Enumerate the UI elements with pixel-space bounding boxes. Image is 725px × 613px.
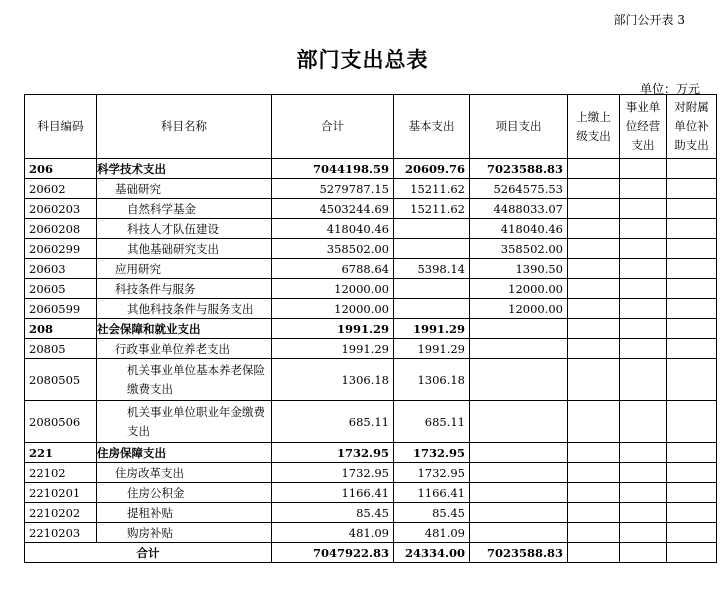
cell-project — [470, 443, 568, 463]
cell-total: 481.09 — [272, 523, 394, 543]
cell-name: 住房保障支出 — [97, 443, 272, 463]
cell-total: 85.45 — [272, 503, 394, 523]
totals-project: 7023588.83 — [470, 543, 568, 563]
cell-code: 206 — [25, 159, 97, 179]
cell-basic: 20609.76 — [394, 159, 470, 179]
cell-subsidy — [667, 339, 717, 359]
cell-code: 2060203 — [25, 199, 97, 219]
cell-basic: 5398.14 — [394, 259, 470, 279]
table-row — [25, 279, 717, 299]
cell-name: 其他基础研究支出 — [97, 239, 272, 259]
cell-code: 2080505 — [25, 359, 97, 401]
cell-project — [470, 319, 568, 339]
cell-code: 208 — [25, 319, 97, 339]
cell-business — [620, 259, 667, 279]
cell-total: 7044198.59 — [272, 159, 394, 179]
cell-upper — [568, 299, 620, 319]
cell-business — [620, 299, 667, 319]
cell-project: 5264575.53 — [470, 179, 568, 199]
table-row — [25, 401, 717, 443]
cell-code: 22102 — [25, 463, 97, 483]
cell-business — [620, 319, 667, 339]
cell-project — [470, 401, 568, 443]
cell-name: 提租补贴 — [97, 503, 272, 523]
table-row — [25, 483, 717, 503]
table-row — [25, 299, 717, 319]
cell-business — [620, 199, 667, 219]
cell-upper — [568, 279, 620, 299]
cell-upper — [568, 443, 620, 463]
cell-business — [620, 401, 667, 443]
cell-basic: 15211.62 — [394, 179, 470, 199]
cell-subsidy — [667, 463, 717, 483]
totals-row — [25, 543, 717, 563]
cell-name: 住房公积金 — [97, 483, 272, 503]
table-row — [25, 159, 717, 179]
cell-name: 科技条件与服务 — [97, 279, 272, 299]
cell-basic: 1732.95 — [394, 463, 470, 483]
cell-code: 20605 — [25, 279, 97, 299]
cell-subsidy — [667, 359, 717, 401]
cell-project: 12000.00 — [470, 279, 568, 299]
cell-basic — [394, 239, 470, 259]
col-header-code: 科目编码 — [25, 95, 97, 159]
cell-name: 科技人才队伍建设 — [97, 219, 272, 239]
cell-project: 358502.00 — [470, 239, 568, 259]
cell-code: 20603 — [25, 259, 97, 279]
col-header-project: 项目支出 — [470, 95, 568, 159]
cell-name: 其他科技条件与服务支出 — [97, 299, 272, 319]
cell-upper — [568, 219, 620, 239]
cell-upper — [568, 483, 620, 503]
cell-subsidy — [667, 503, 717, 523]
cell-basic — [394, 279, 470, 299]
cell-total: 1991.29 — [272, 319, 394, 339]
totals-subsidy — [667, 543, 717, 563]
cell-code: 2210203 — [25, 523, 97, 543]
cell-total: 4503244.69 — [272, 199, 394, 219]
col-header-total: 合计 — [272, 95, 394, 159]
cell-subsidy — [667, 159, 717, 179]
cell-name: 自然科学基金 — [97, 199, 272, 219]
cell-business — [620, 279, 667, 299]
cell-subsidy — [667, 219, 717, 239]
cell-total: 358502.00 — [272, 239, 394, 259]
cell-project: 7023588.83 — [470, 159, 568, 179]
cell-code: 2060599 — [25, 299, 97, 319]
cell-upper — [568, 159, 620, 179]
cell-upper — [568, 463, 620, 483]
table-row — [25, 339, 717, 359]
table-row — [25, 463, 717, 483]
col-header-name: 科目名称 — [97, 95, 272, 159]
totals-total: 7047922.83 — [272, 543, 394, 563]
cell-business — [620, 463, 667, 483]
cell-total: 12000.00 — [272, 279, 394, 299]
cell-upper — [568, 319, 620, 339]
totals-business — [620, 543, 667, 563]
table-body — [25, 159, 717, 543]
cell-business — [620, 179, 667, 199]
cell-basic — [394, 219, 470, 239]
table-row — [25, 199, 717, 219]
cell-project: 12000.00 — [470, 299, 568, 319]
cell-upper — [568, 339, 620, 359]
cell-basic: 481.09 — [394, 523, 470, 543]
cell-project: 4488033.07 — [470, 199, 568, 219]
cell-business — [620, 483, 667, 503]
unit-label: 单位：万元 — [639, 82, 700, 96]
cell-business — [620, 339, 667, 359]
cell-basic: 1732.95 — [394, 443, 470, 463]
table-header-row — [25, 95, 717, 159]
cell-basic — [394, 299, 470, 319]
cell-subsidy — [667, 319, 717, 339]
cell-project — [470, 463, 568, 483]
col-header-subsidy: 对附属单位补助支出 — [667, 95, 717, 159]
cell-code: 221 — [25, 443, 97, 463]
table-row — [25, 523, 717, 543]
cell-name: 机关事业单位职业年金缴费支出 — [97, 401, 272, 443]
cell-name: 社会保障和就业支出 — [97, 319, 272, 339]
cell-upper — [568, 401, 620, 443]
cell-project — [470, 339, 568, 359]
table-row — [25, 179, 717, 199]
cell-basic: 1991.29 — [394, 339, 470, 359]
page-title: 部门支出总表 — [296, 48, 429, 72]
cell-project: 418040.46 — [470, 219, 568, 239]
cell-subsidy — [667, 299, 717, 319]
table-row — [25, 503, 717, 523]
cell-code: 2060299 — [25, 239, 97, 259]
cell-subsidy — [667, 523, 717, 543]
cell-subsidy — [667, 259, 717, 279]
cell-total: 1991.29 — [272, 339, 394, 359]
cell-subsidy — [667, 199, 717, 219]
cell-code: 2080506 — [25, 401, 97, 443]
cell-total: 6788.64 — [272, 259, 394, 279]
cell-code: 2210202 — [25, 503, 97, 523]
cell-basic: 1166.41 — [394, 483, 470, 503]
col-header-upper: 上缴上级支出 — [568, 95, 620, 159]
cell-project — [470, 503, 568, 523]
expenditure-table — [24, 94, 717, 563]
cell-upper — [568, 359, 620, 401]
cell-total: 685.11 — [272, 401, 394, 443]
table-row — [25, 259, 717, 279]
col-header-business: 事业单位经营支出 — [620, 95, 667, 159]
table-number-tag: 部门公开表 3 — [613, 13, 685, 27]
cell-upper — [568, 199, 620, 219]
cell-business — [620, 239, 667, 259]
table-row — [25, 319, 717, 339]
cell-subsidy — [667, 401, 717, 443]
cell-name: 购房补贴 — [97, 523, 272, 543]
cell-basic: 685.11 — [394, 401, 470, 443]
cell-upper — [568, 239, 620, 259]
table-row — [25, 219, 717, 239]
cell-name: 行政事业单位养老支出 — [97, 339, 272, 359]
cell-business — [620, 443, 667, 463]
cell-subsidy — [667, 279, 717, 299]
cell-business — [620, 503, 667, 523]
cell-subsidy — [667, 239, 717, 259]
table-row — [25, 359, 717, 401]
cell-subsidy — [667, 443, 717, 463]
cell-total: 5279787.15 — [272, 179, 394, 199]
col-header-basic: 基本支出 — [394, 95, 470, 159]
cell-upper — [568, 179, 620, 199]
cell-name: 基础研究 — [97, 179, 272, 199]
cell-total: 1732.95 — [272, 443, 394, 463]
cell-business — [620, 359, 667, 401]
cell-total: 1166.41 — [272, 483, 394, 503]
cell-name: 应用研究 — [97, 259, 272, 279]
cell-basic: 1991.29 — [394, 319, 470, 339]
cell-upper — [568, 259, 620, 279]
cell-total: 12000.00 — [272, 299, 394, 319]
totals-label: 合计 — [25, 543, 272, 563]
cell-upper — [568, 503, 620, 523]
cell-basic: 15211.62 — [394, 199, 470, 219]
table-row — [25, 239, 717, 259]
totals-upper — [568, 543, 620, 563]
cell-code: 2210201 — [25, 483, 97, 503]
table-row — [25, 443, 717, 463]
cell-subsidy — [667, 179, 717, 199]
cell-upper — [568, 523, 620, 543]
cell-basic: 85.45 — [394, 503, 470, 523]
cell-total: 1306.18 — [272, 359, 394, 401]
cell-code: 20602 — [25, 179, 97, 199]
cell-code: 20805 — [25, 339, 97, 359]
cell-code: 2060208 — [25, 219, 97, 239]
cell-total: 1732.95 — [272, 463, 394, 483]
cell-business — [620, 523, 667, 543]
cell-project: 1390.50 — [470, 259, 568, 279]
totals-basic: 24334.00 — [394, 543, 470, 563]
cell-project — [470, 523, 568, 543]
cell-name: 机关事业单位基本养老保险缴费支出 — [97, 359, 272, 401]
cell-business — [620, 219, 667, 239]
cell-project — [470, 359, 568, 401]
cell-project — [470, 483, 568, 503]
cell-name: 住房改革支出 — [97, 463, 272, 483]
cell-total: 418040.46 — [272, 219, 394, 239]
cell-subsidy — [667, 483, 717, 503]
cell-basic: 1306.18 — [394, 359, 470, 401]
cell-name: 科学技术支出 — [97, 159, 272, 179]
cell-business — [620, 159, 667, 179]
